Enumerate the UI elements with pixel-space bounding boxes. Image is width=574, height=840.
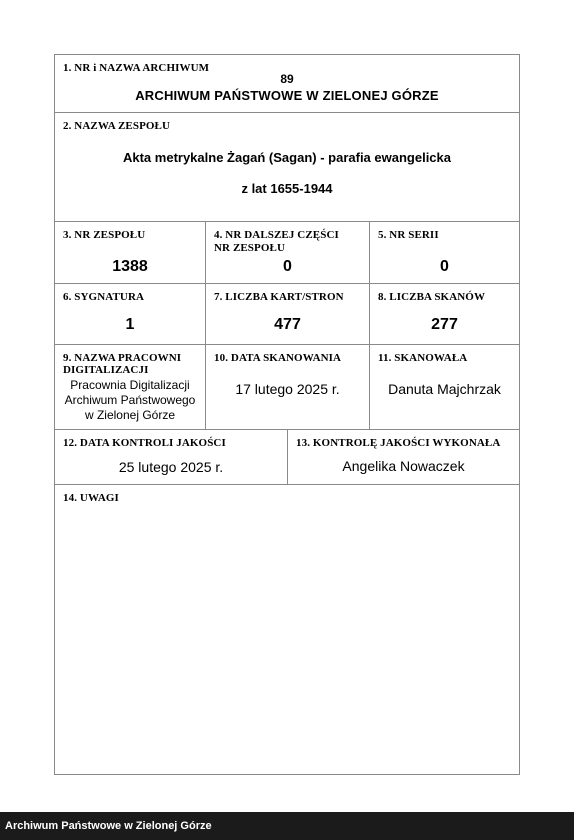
subpart-number-value: 0 bbox=[283, 258, 292, 275]
scan-date-value: 17 lutego 2025 r. bbox=[235, 381, 340, 397]
quality-section bbox=[54, 429, 520, 485]
scan-date-cell bbox=[206, 345, 370, 429]
quality-date-label: 12. DATA KONTROLI JAKOŚCI bbox=[63, 437, 226, 449]
collection-number-label: 3. NR ZESPOŁU bbox=[63, 229, 146, 241]
digitization-section bbox=[54, 344, 520, 430]
scanned-by-label: 11. SKANOWAŁA bbox=[378, 352, 468, 364]
workshop-name-line2: Archiwum Państwowego bbox=[64, 393, 196, 407]
collection-number-cell bbox=[55, 222, 206, 283]
scan-date-label: 10. DATA SKANOWANIA bbox=[214, 352, 342, 364]
series-number-value: 0 bbox=[440, 258, 449, 275]
series-number-label: 5. NR SERII bbox=[378, 229, 439, 241]
quality-date-cell bbox=[55, 430, 288, 484]
signature-cell bbox=[55, 284, 206, 344]
footer-bar bbox=[0, 812, 574, 840]
counts-section bbox=[54, 283, 520, 345]
signature-label: 6. SYGNATURA bbox=[63, 291, 145, 303]
numbers-section bbox=[54, 221, 520, 284]
collection-name-section bbox=[54, 112, 520, 222]
collection-name-line2: z lat 1655-1944 bbox=[241, 181, 333, 196]
collection-number-value: 1388 bbox=[112, 258, 148, 275]
workshop-cell bbox=[55, 345, 206, 429]
signature-value: 1 bbox=[125, 316, 135, 333]
notes-section bbox=[54, 484, 520, 775]
series-number-cell bbox=[370, 222, 519, 283]
subpart-number-label-2: NR ZESPOŁU bbox=[214, 242, 285, 254]
quality-date-value: 25 lutego 2025 r. bbox=[118, 459, 224, 475]
subpart-number-cell bbox=[206, 222, 370, 283]
workshop-label-1: 9. NAZWA PRACOWNI bbox=[63, 352, 182, 364]
scans-count-value: 277 bbox=[431, 316, 458, 333]
quality-checked-by-cell bbox=[288, 430, 519, 484]
pages-count-value: 477 bbox=[274, 316, 301, 333]
pages-count-cell bbox=[206, 284, 370, 344]
notes-label: 14. UWAGI bbox=[63, 492, 119, 504]
archive-number: 89 bbox=[280, 72, 294, 86]
footer-text: Archiwum Państwowe w Zielonej Górze bbox=[5, 820, 212, 832]
workshop-name-line1: Pracownia Digitalizacji bbox=[70, 378, 190, 392]
archive-label: 1. NR i NAZWA ARCHIWUM bbox=[63, 62, 210, 74]
collection-name-label: 2. NAZWA ZESPOŁU bbox=[63, 120, 171, 132]
archive-section bbox=[54, 54, 520, 113]
workshop-label-2: DIGITALIZACJI bbox=[63, 364, 149, 376]
quality-checked-by-label: 13. KONTROLĘ JAKOŚCI WYKONAŁA bbox=[296, 437, 501, 449]
pages-count-label: 7. LICZBA KART/STRON bbox=[214, 291, 344, 303]
workshop-name-line3: w Zielonej Górze bbox=[84, 408, 176, 422]
collection-name-line1: Akta metrykalne Żagań (Sagan) - parafia ewangelicka bbox=[122, 150, 451, 165]
scans-count-label: 8. LICZBA SKANÓW bbox=[378, 291, 486, 303]
scans-count-cell bbox=[370, 284, 519, 344]
archive-name: ARCHIWUM PAŃSTWOWE W ZIELONEJ GÓRZE bbox=[135, 88, 439, 103]
subpart-number-label-1: 4. NR DALSZEJ CZĘŚCI bbox=[214, 229, 339, 241]
scanned-by-cell bbox=[370, 345, 519, 429]
quality-checked-by-value: Angelika Nowaczek bbox=[342, 458, 465, 474]
scanned-by-value: Danuta Majchrzak bbox=[388, 381, 501, 397]
